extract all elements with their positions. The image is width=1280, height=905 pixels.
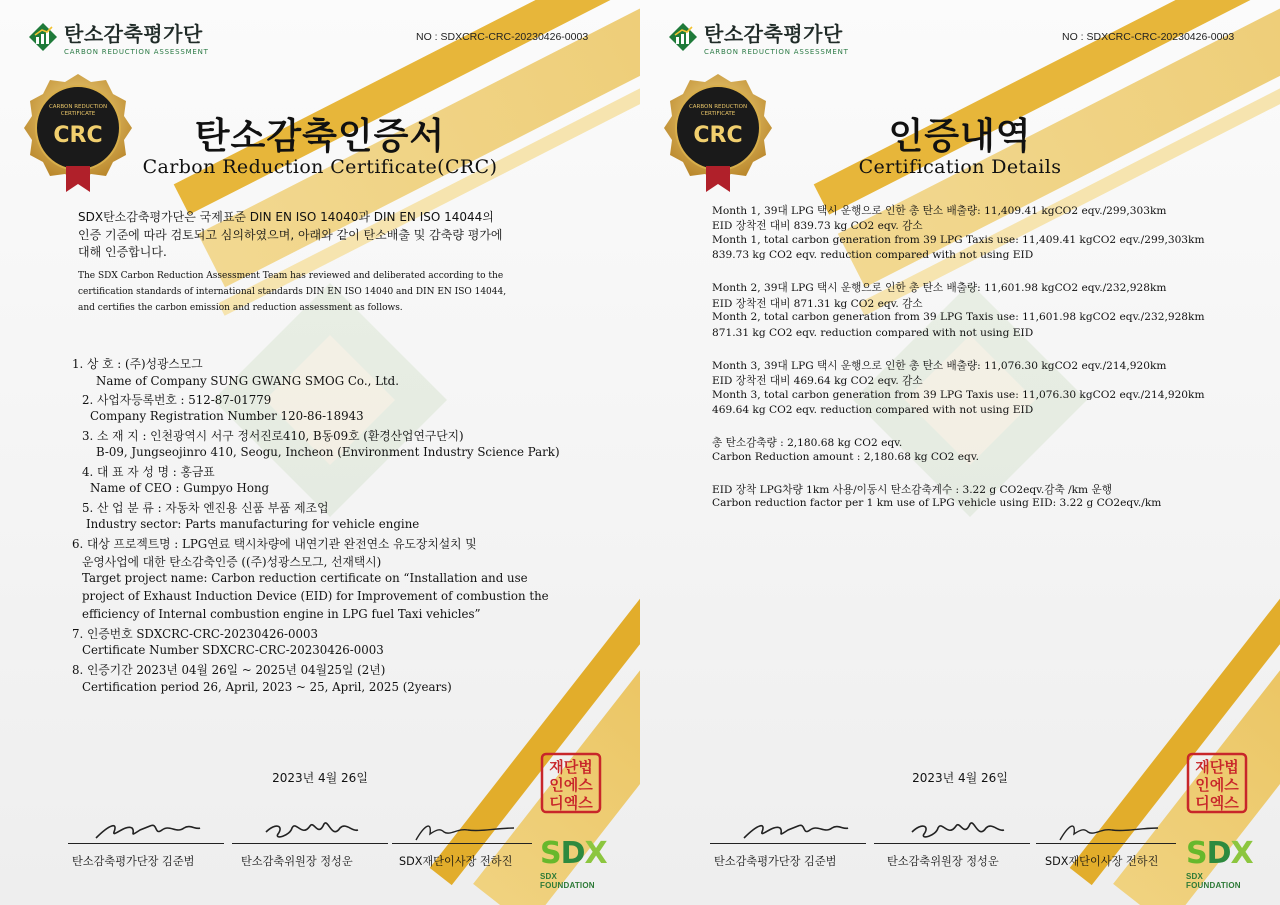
signature-line	[68, 843, 224, 844]
item-line: Name of CEO : Gumpyo Hong	[90, 481, 270, 495]
sdx-letter: D	[1206, 836, 1231, 871]
svg-text:CRC: CRC	[693, 123, 743, 148]
signature-line	[232, 843, 388, 844]
org-name: 탄소감축평가단	[704, 22, 843, 46]
page-title: 인증내역	[888, 116, 1032, 157]
detail-line: Month 2, 39대 LPG 택시 운행으로 인한 총 탄소 배출량: 11,601.98 kgCO2 eqv./232,928km	[712, 282, 1167, 294]
signatory-name: 탄소감축위원장 정성운	[887, 855, 999, 868]
sdx-letter: S	[540, 836, 561, 871]
sdx-letter: X	[1230, 836, 1253, 871]
item-line: Target project name: Carbon reduction certificate on “Installation and use	[82, 571, 528, 585]
intro-line: SDX탄소감축평가단은 국제표준 DIN EN ISO 14040과 DIN EN ISO 14044의	[78, 210, 494, 224]
signature-line	[1036, 843, 1176, 844]
detail-line: Month 1, 39대 LPG 택시 운행으로 인한 총 탄소 배출량: 11,409.41 kgCO2 eqv./299,303km	[712, 205, 1167, 217]
svg-text:CARBON REDUCTION: CARBON REDUCTION	[48, 104, 108, 110]
svg-text:디엑스: 디엑스	[1195, 794, 1239, 812]
sdx-foundation-label: SDX FOUNDATION	[1186, 872, 1241, 890]
official-seal-icon	[1186, 752, 1248, 814]
issue-date: 2023년 4월 26일	[272, 771, 368, 785]
page-subtitle: Carbon Reduction Certificate(CRC)	[142, 156, 498, 178]
signature-line	[392, 843, 532, 844]
sdx-letter: S	[1186, 836, 1207, 871]
item-line: Certificate Number SDXCRC-CRC-20230426-0003	[82, 643, 384, 657]
detail-line: 469.64 kg CO2 eqv. reduction compared with not using EID	[712, 404, 1034, 416]
detail-line: 총 탄소감축량 : 2,180.68 kg CO2 eqv.	[712, 437, 903, 449]
svg-text:CERTIFICATE: CERTIFICATE	[700, 111, 736, 117]
official-seal-icon	[540, 752, 602, 814]
signature-line	[874, 843, 1030, 844]
detail-line: Month 3, total carbon generation from 39 LPG Taxis use: 11,076.30 kgCO2 eqv./214,920km	[712, 389, 1205, 401]
sdx-foundation-logo	[540, 838, 612, 890]
detail-line: Carbon Reduction amount : 2,180.68 kg CO2 eqv.	[712, 451, 979, 463]
detail-line: Carbon reduction factor per 1 km use of LPG vehicle using EID: 3.22 g CO2eqv./km	[712, 497, 1162, 509]
details-page	[640, 0, 1280, 905]
org-logo	[668, 18, 849, 56]
org-name-en: CARBON REDUCTION ASSESSMENT	[64, 48, 209, 56]
signature-line	[710, 843, 866, 844]
page-subtitle: Certification Details	[858, 156, 1062, 178]
item-line: 7. 인증번호 SDXCRC-CRC-20230426-0003	[72, 627, 318, 641]
svg-text:재단법: 재단법	[1195, 758, 1239, 776]
svg-text:CRC: CRC	[53, 123, 103, 148]
svg-text:인에스: 인에스	[549, 776, 593, 794]
signature-2	[908, 818, 1008, 844]
sdx-letter: X	[584, 836, 607, 871]
item-line: project of Exhaust Induction Device (EID) for Improvement of combustion the	[82, 589, 549, 603]
intro-line: 대해 인증합니다.	[78, 245, 167, 259]
intro-line: 인증 기준에 따라 검토되고 심의하였으며, 아래와 같이 탄소배출 및 감축량 평가에	[78, 227, 503, 242]
detail-line: Month 2, total carbon generation from 39 LPG Taxis use: 11,601.98 kgCO2 eqv./232,928km	[712, 311, 1205, 323]
signature-1	[92, 818, 202, 844]
certificate-number: NO : SDXCRC-CRC-20230426-0003	[416, 31, 589, 43]
intro-line: certification standards of international standards DIN EN ISO 14040 and DIN EN ISO 14044,	[78, 287, 507, 297]
item-line: Name of Company SUNG GWANG SMOG Co., Ltd.	[96, 374, 399, 388]
intro-line: The SDX Carbon Reduction Assessment Team has reviewed and deliberated according to the	[78, 271, 504, 281]
sdx-foundation-logo	[1186, 838, 1258, 890]
detail-line: EID 장착전 대비 469.64 kg CO2 eqv. 감소	[712, 375, 923, 387]
svg-text:디엑스: 디엑스	[549, 794, 593, 812]
detail-line: EID 장착전 대비 839.73 kg CO2 eqv. 감소	[712, 220, 923, 232]
signatory-name: SDX재단이사장 전하진	[1045, 855, 1159, 868]
item-line: 2. 사업자등록번호 : 512-87-01779	[82, 393, 272, 407]
item-line: 운영사업에 대한 탄소감축인증 ((주)성광스모그, 선재택시)	[82, 555, 382, 569]
item-line: B-09, Jungseojinro 410, Seogu, Incheon (Environment Industry Science Park)	[96, 445, 560, 459]
svg-text:CARBON REDUCTION: CARBON REDUCTION	[688, 104, 748, 110]
org-logo-icon	[668, 22, 698, 52]
svg-text:인에스: 인에스	[1195, 776, 1239, 794]
detail-line: EID 장착전 대비 871.31 kg CO2 eqv. 감소	[712, 298, 923, 310]
item-line: 6. 대상 프로젝트명 : LPG연료 택시차량에 내연기관 완전연소 유도장치설치 및	[72, 537, 477, 551]
detail-line: 871.31 kg CO2 eqv. reduction compared with not using EID	[712, 327, 1034, 339]
intro-korean	[78, 209, 568, 262]
item-line: Company Registration Number 120-86-18943	[90, 409, 364, 423]
signature-2	[262, 818, 362, 844]
intro-line: and certifies the carbon emission and reduction assessment as follows.	[78, 303, 403, 313]
org-logo	[28, 18, 209, 56]
svg-text:CERTIFICATE: CERTIFICATE	[60, 111, 96, 117]
sdx-letter: D	[560, 836, 585, 871]
item-line: 5. 산 업 분 류 : 자동차 엔진용 신품 부품 제조업	[82, 501, 329, 515]
signature-3	[1054, 818, 1164, 844]
detail-line: Month 3, 39대 LPG 택시 운행으로 인한 총 탄소 배출량: 11,076.30 kgCO2 eqv./214,920km	[712, 360, 1167, 372]
detail-line: Month 1, total carbon generation from 39 LPG Taxis use: 11,409.41 kgCO2 eqv./299,303km	[712, 234, 1205, 246]
signature-3	[410, 818, 520, 844]
org-name: 탄소감축평가단	[64, 22, 203, 46]
item-line: 4. 대 표 자 성 명 : 홍금표	[82, 465, 215, 479]
sdx-foundation-label: SDX FOUNDATION	[540, 872, 595, 890]
org-logo-icon	[28, 22, 58, 52]
item-line: Certification period 26, April, 2023 ~ 25, April, 2025 (2years)	[82, 680, 452, 694]
certificate-number: NO : SDXCRC-CRC-20230426-0003	[1062, 31, 1235, 43]
org-name-en: CARBON REDUCTION ASSESSMENT	[704, 48, 849, 56]
signatory-name: 탄소감축위원장 정성운	[241, 855, 353, 868]
signatory-name: 탄소감축평가단장 김준범	[714, 855, 837, 868]
signatory-name: 탄소감축평가단장 김준범	[72, 855, 195, 868]
item-line: 3. 소 재 지 : 인천광역시 서구 정서진로410, B동09호 (환경산업연구단지)	[82, 429, 464, 443]
intro-english	[78, 268, 568, 316]
item-line: efficiency of Internal combustion engine in LPG fuel Taxi vehicles”	[82, 607, 481, 621]
signature-1	[740, 818, 850, 844]
svg-text:재단법: 재단법	[549, 758, 593, 776]
issue-date: 2023년 4월 26일	[912, 771, 1008, 785]
signatory-name: SDX재단이사장 전하진	[399, 855, 513, 868]
detail-line: 839.73 kg CO2 eqv. reduction compared with not using EID	[712, 249, 1034, 261]
item-line: Industry sector: Parts manufacturing for vehicle engine	[86, 517, 420, 531]
item-line: 1. 상 호 : (주)성광스모그	[72, 357, 203, 371]
item-line: 8. 인증기간 2023년 04월 26일 ~ 2025년 04월25일 (2년)	[72, 663, 386, 677]
detail-line: EID 장착 LPG차량 1km 사용/이동시 탄소감축계수 : 3.22 g CO2eqv.감축 /km 운행	[712, 484, 1112, 496]
page-title: 탄소감축인증서	[194, 116, 446, 157]
